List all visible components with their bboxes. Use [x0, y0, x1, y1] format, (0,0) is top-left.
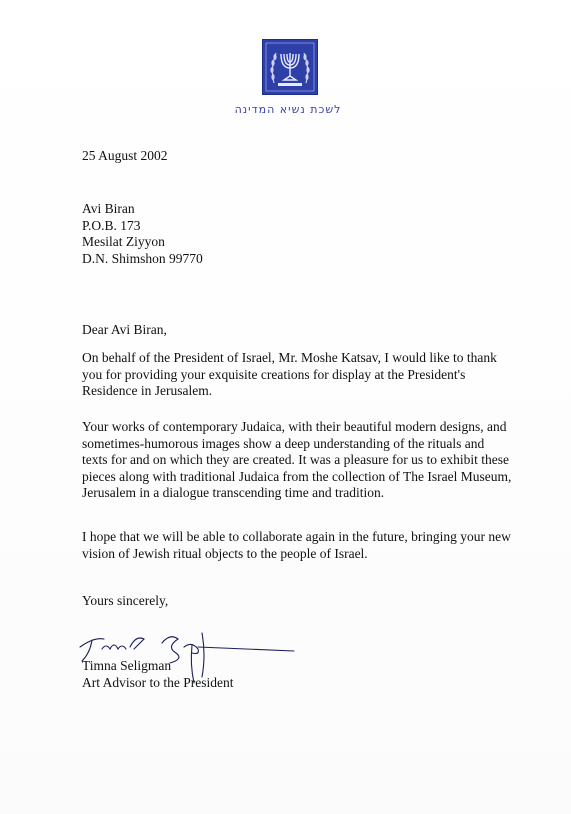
- state-emblem-icon: [262, 39, 318, 95]
- recipient-address: [82, 201, 203, 267]
- signatory-title: Art Advisor to the President: [82, 675, 234, 690]
- office-letterhead-hebrew: לשכת נשיא המדינה: [234, 103, 342, 116]
- address-line: Mesilat Ziyyon: [82, 234, 165, 249]
- address-line: D.N. Shimshon 99770: [82, 250, 203, 266]
- closing: Yours sincerely,: [82, 593, 169, 608]
- address-line: Avi Biran: [82, 201, 135, 216]
- body-paragraph-2: Your works of contemporary Judaica, with their beautiful modern designs, and sometimes-humorous images show a deep understanding of the rituals and texts for and on which they are created. It was a pleasure for us to exhibit these pieces along with traditional Judaica from the collection of The Israel Museum, Jerusalem in a dialogue transcending time and tradition.: [82, 419, 512, 501]
- body-paragraph-3: I hope that we will be able to collaborate again in the future, bringing your new vision of Jewish ritual objects to the people of Israel.: [82, 529, 511, 561]
- body-paragraph-1: On behalf of the President of Israel, Mr. Moshe Katsav, I would like to thank you for providing your exquisite creations for display at the President's Residence in Jerusalem.: [82, 350, 497, 399]
- signatory-name: Timna Seligman: [82, 658, 172, 673]
- address-line: P.O.B. 173: [82, 217, 141, 233]
- faint-show-through-mark: [355, 248, 565, 264]
- salutation: Dear Avi Biran,: [82, 322, 167, 337]
- letter-date: 25 August 2002: [82, 148, 168, 163]
